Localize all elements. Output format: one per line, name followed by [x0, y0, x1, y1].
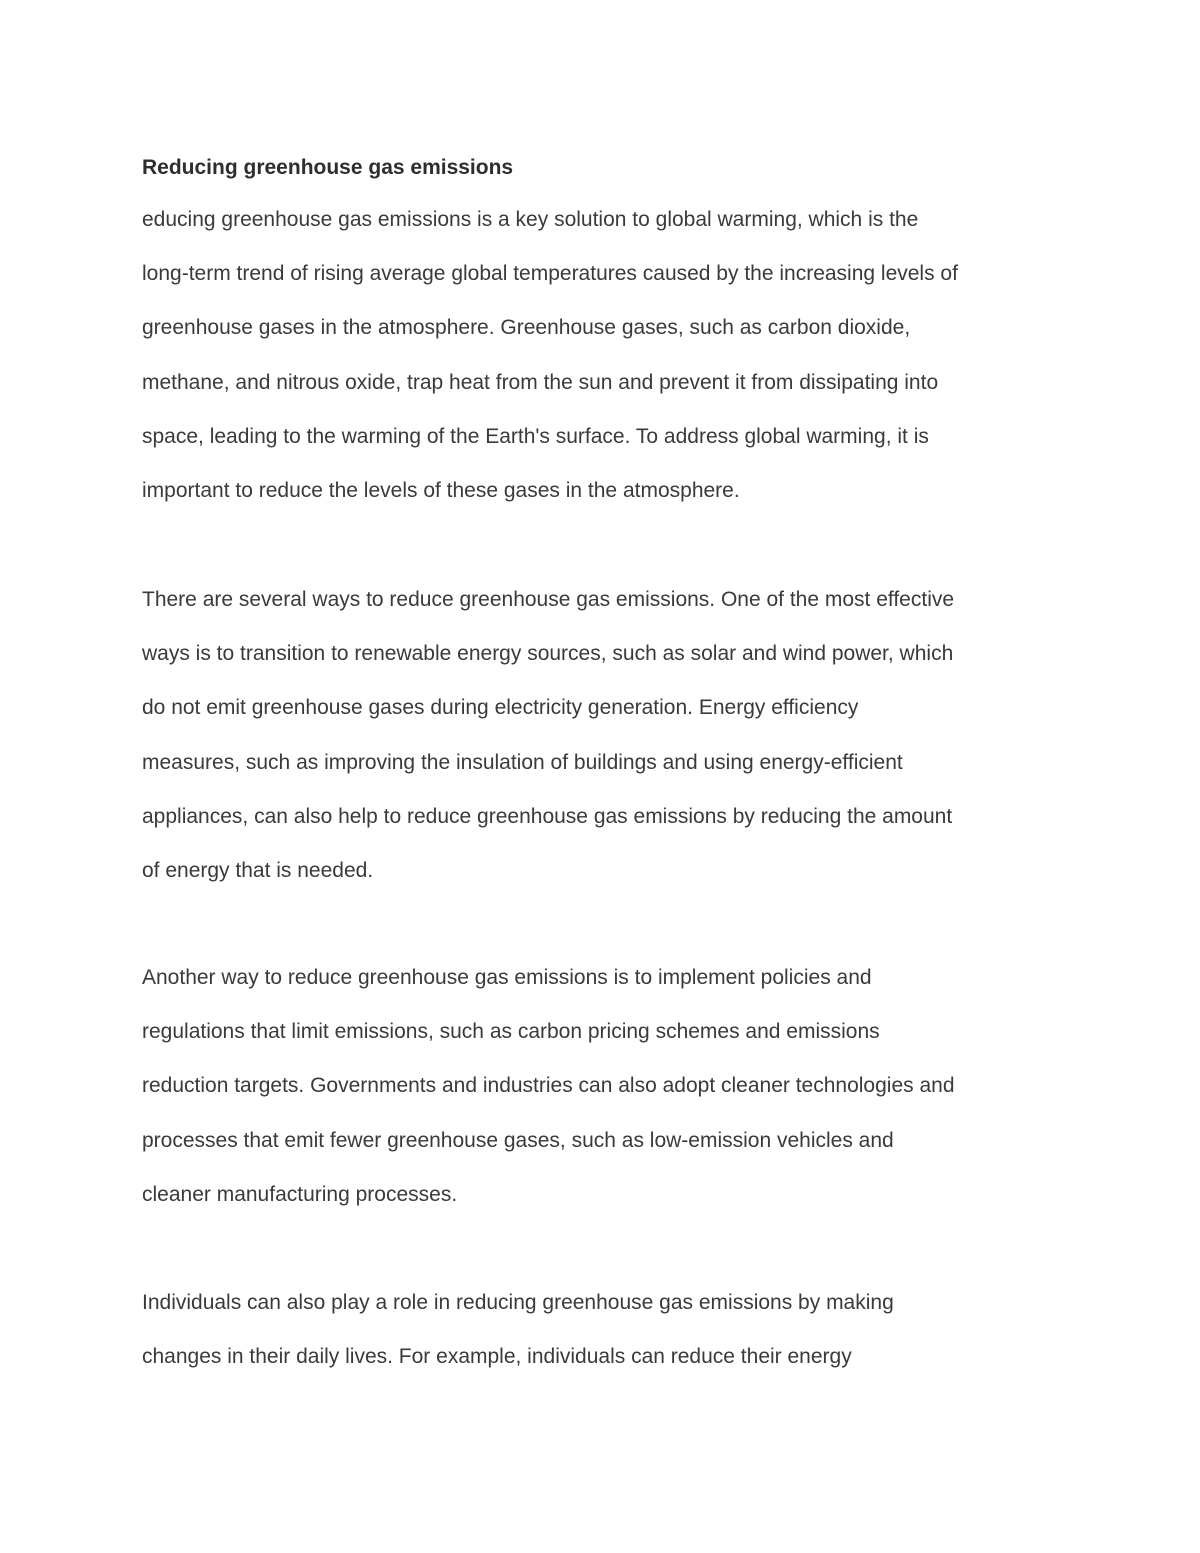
paragraph-line: regulations that limit emissions, such as carbon pricing schemes and emissions	[142, 1020, 880, 1044]
paragraph-line: reduction targets. Governments and industries can also adopt cleaner technologies and	[142, 1074, 955, 1098]
paragraph-line: There are several ways to reduce greenhouse gas emissions. One of the most effective	[142, 588, 955, 611]
paragraph-line: cleaner manufacturing processes.	[142, 1182, 458, 1206]
paragraph-line: changes in their daily lives. For example, individuals can reduce their energy	[142, 1345, 852, 1369]
paragraph-line: methane, and nitrous oxide, trap heat from the sun and prevent it from dissipating into	[142, 370, 939, 394]
paragraph-line: greenhouse gases in the atmosphere. Greenhouse gases, such as carbon dioxide,	[142, 316, 911, 340]
document-heading: Reducing greenhouse gas emissions	[142, 156, 514, 179]
paragraph-line: Another way to reduce greenhouse gas emissions is to implement policies and	[142, 966, 872, 989]
paragraph-1	[142, 193, 1082, 518]
paragraph-line: Individuals can also play a role in reducing greenhouse gas emissions by making	[142, 1291, 894, 1314]
paragraph-line: measures, such as improving the insulation of buildings and using energy-efficient	[142, 750, 903, 774]
paragraph-line: appliances, can also help to reduce greenhouse gas emissions by reducing the amount	[142, 804, 953, 828]
paragraph-line: educing greenhouse gas emissions is a key solution to global warming, which is the	[142, 208, 919, 231]
paragraph-line: processes that emit fewer greenhouse gases, such as low-emission vehicles and	[142, 1128, 894, 1152]
paragraph-line: space, leading to the warming of the Earth's surface. To address global warming, it is	[142, 424, 929, 448]
paragraph-line: of energy that is needed.	[142, 858, 374, 882]
paragraph-line: important to reduce the levels of these gases in the atmosphere.	[142, 478, 740, 502]
paragraph-3	[142, 951, 1082, 1222]
paragraph-4	[142, 1276, 1082, 1384]
paragraph-2	[142, 573, 1082, 898]
paragraph-line: ways is to transition to renewable energy sources, such as solar and wind power, which	[142, 642, 954, 666]
paragraph-line: long-term trend of rising average global temperatures caused by the increasing levels of	[142, 262, 958, 286]
paragraph-line: do not emit greenhouse gases during electricity generation. Energy efficiency	[142, 696, 859, 720]
